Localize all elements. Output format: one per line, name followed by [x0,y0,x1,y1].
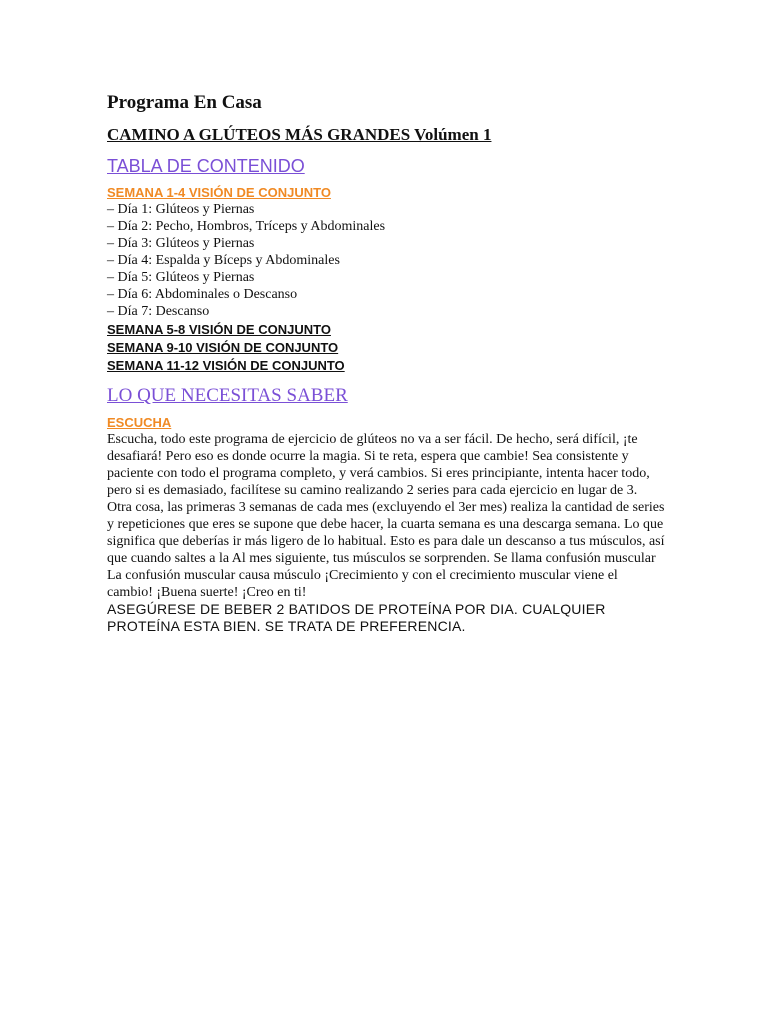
toc-link-week-1-4[interactable]: SEMANA 1-4 VISIÓN DE CONJUNTO [107,185,331,200]
toc-link-week-11-12[interactable]: SEMANA 11-12 VISIÓN DE CONJUNTO [107,358,345,373]
toc-day-6: – Día 6: Abdominales o Descanso [107,287,298,302]
document-title: Programa En Casa [107,92,262,113]
protein-note: ASEGÚRESE DE BEBER 2 BATIDOS DE PROTEÍNA POR DIA. CUALQUIER PROTEÍNA ESTA BIEN. SE TRATA DE PREFERENCIA. [107,601,606,634]
toc-day-2: – Día 2: Pecho, Hombros, Tríceps y Abdominales [107,219,386,234]
listen-paragraph-1: Escucha, todo este programa de ejercicio de glúteos no va a ser fácil. De hecho, será difícil, ¡te desafiará! Pero eso es donde ocurre la magia. Si te reta, espera que cambie! Sea consistente y paciente con todo el programa completo, y verá cambios. Si eres principiante, intenta hacer todo, pero si es demasiado, facilítese su camino realizando 2 series para cada ejercicio en lugar de 3. [107,432,650,498]
document-page [107,92,667,635]
toc-day-7: – Día 7: Descanso [107,304,210,319]
listen-heading[interactable]: ESCUCHA [107,415,172,430]
toc-day-4: – Día 4: Espalda y Bíceps y Abdominales [107,253,340,268]
toc-link-week-9-10[interactable]: SEMANA 9-10 VISIÓN DE CONJUNTO [107,340,339,355]
toc-day-list [107,201,667,320]
toc-heading[interactable]: TABLA DE CONTENIDO [107,156,305,176]
toc-link-week-5-8[interactable]: SEMANA 5-8 VISIÓN DE CONJUNTO [107,322,331,337]
toc-day-5: – Día 5: Glúteos y Piernas [107,270,255,285]
toc-week-links [107,321,667,375]
listen-paragraph-2: Otra cosa, las primeras 3 semanas de cada mes (excluyendo el 3er mes) realiza la cantidad de series y repeticiones que eres se supone que debe hacer, la cuarta semana es una descarga semana. Lo que significa que deberías ir más ligero de lo habitual. Esto es para dale un descanso a tus músculos, así que cuando saltes a la Al mes siguiente, tus músculos se sorprenden. Se llama confusión muscular La confusión muscular causa músculo ¡Crecimiento y con el crecimiento muscular viene el cambio! ¡Buena suerte! ¡Creo en ti! [107,500,665,600]
know-heading[interactable]: LO QUE NECESITAS SABER [107,385,348,406]
toc-day-1: – Día 1: Glúteos y Piernas [107,202,255,217]
toc-day-3: – Día 3: Glúteos y Piernas [107,236,255,251]
document-subtitle: CAMINO A GLÚTEOS MÁS GRANDES Volúmen 1 [107,125,492,144]
